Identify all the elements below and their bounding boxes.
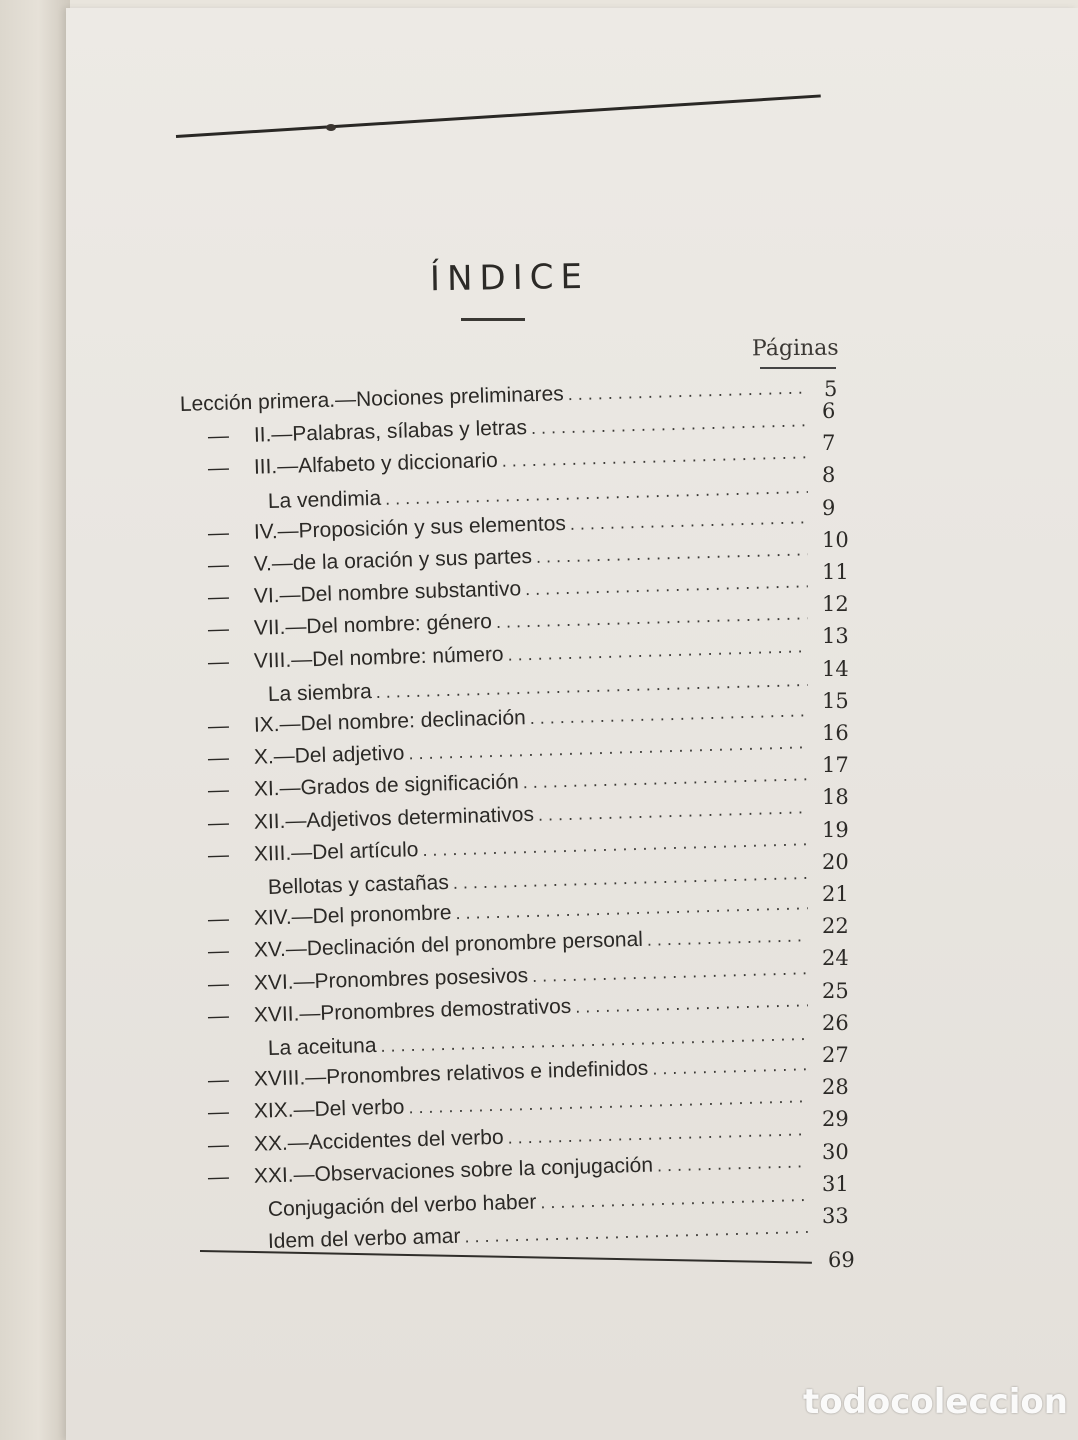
toc-entry-dash: — [207,617,230,642]
toc-entry-dash: — [207,650,230,674]
toc-dot-leader [570,507,808,535]
toc-entry-label: II.—Palabras, sílabas y letras [253,416,528,447]
toc-entry-label: Bellotas y castañas [267,870,450,899]
toc-entry-label: X.—Del adjetivo [253,741,405,769]
toc-page-number: 10 [822,527,849,552]
toc-entry-dash: — [207,1068,230,1093]
toc-entry-dash: — [207,972,230,996]
toc-entry-label: XIX.—Del verbo [253,1095,405,1124]
toc-page-number: 21 [822,882,849,906]
toc-dot-leader [575,990,808,1017]
toc-page-number: 20 [822,849,849,874]
toc-entry-label: IV.—Proposición y sus elementos [253,511,567,544]
toc-entry-label: La aceituna [267,1033,377,1060]
toc-page-number: 14 [822,656,849,681]
toc-dot-leader [525,571,808,600]
toc-entry-dash: — [207,521,230,545]
toc-entry-label: III.—Alfabeto y diccionario [253,449,499,480]
toc-page-number: 9 [822,495,836,520]
toc-entry-dash: — [207,553,230,577]
toc-entry-label: La vendimia [267,486,382,513]
toc-dot-leader [501,443,808,473]
toc-entry-dash: — [207,1133,230,1157]
toc-page-number: 18 [822,785,849,810]
toc-entry-label: XVII.—Pronombres demostrativos [253,994,572,1027]
first-page-number: 5 [824,377,838,401]
toc-entry-label: XIV.—Del pronombre [253,901,452,930]
toc-page-number: 24 [822,946,849,971]
toc-entry-label: VI.—Del nombre substantivo [253,577,522,608]
toc-entry-dash: — [207,778,230,803]
toc-entry-label: VIII.—Del nombre: número [253,642,504,673]
toc-dot-leader [529,700,808,729]
toc-page-number: 33 [822,1204,849,1228]
toc-dot-leader [496,604,808,634]
toc-page-number: 22 [822,914,849,939]
toc-entry-dash: — [207,1165,230,1189]
toc-entry-label: Idem del verbo amar [267,1224,461,1254]
toc-page-number: 25 [822,978,849,1003]
toc-entry-label: XII.—Adjetivos determinativos [253,802,535,834]
toc-entry-dash: — [207,907,230,932]
toc-entry-dash: — [207,585,230,610]
paginas-underline [760,367,836,369]
toc-entry-dash: — [207,456,230,481]
toc-dot-leader [522,765,808,794]
toc-dot-leader [567,377,807,405]
toc-entry-dash: — [207,1100,230,1125]
toc-entry-label: V.—de la oración y sus partes [253,544,533,576]
toc-page-number: 15 [822,688,849,713]
toc-page-number: 8 [822,463,836,488]
toc-entry-dash: — [207,939,230,964]
toc-entry-label: IX.—Del nombre: declinación [253,706,527,737]
toc-page-number: 26 [822,1010,849,1035]
toc-dot-leader [652,1054,808,1079]
toc-entry-dash: — [207,714,230,738]
toc-entry-dash: — [207,1004,230,1028]
title-underline [461,318,525,321]
toc-dot-leader [647,926,808,951]
toc-page-number: 30 [822,1139,849,1164]
toc-dot-leader [536,539,808,568]
page-title: ÍNDICE [429,256,590,300]
toc-page-number: 27 [822,1043,849,1067]
toc-page-number: 31 [822,1171,849,1196]
facing-page-edge [0,0,70,1440]
toc-page-number: 19 [822,817,849,842]
ink-spot [326,124,336,131]
toc-entry-label: XXI.—Observaciones sobre la conjugación [253,1153,654,1188]
toc-dot-leader [538,797,808,826]
toc-entry-label: XV.—Declinación del pronombre personal [253,928,644,963]
watermark-logo: todocoleccion [802,1382,1068,1422]
folio-number: 69 [828,1248,855,1272]
toc-page-number: 29 [822,1107,849,1132]
toc-entry-dash: — [207,746,230,771]
toc-entry-label: XIII.—Del artículo [253,837,419,866]
toc-page-number: 6 [822,399,836,423]
paginas-heading: Páginas [751,335,839,362]
toc-page-number: 28 [822,1075,849,1100]
toc-entry-dash: — [207,811,230,835]
toc-page-number: 12 [822,592,849,617]
toc-entry-label: VII.—Del nombre: género [253,610,493,641]
toc-entry-label: XVI.—Pronombres posesivos [253,963,529,995]
toc-entry-dash: — [207,424,230,449]
toc-page-number: 7 [822,431,836,456]
toc-page-number: 17 [822,753,849,778]
toc-dot-leader [531,410,808,439]
toc-dot-leader [532,958,808,987]
toc-page-number: 11 [822,560,849,584]
toc-entry-label: XVIII.—Pronombres relativos e indefinidos [253,1056,649,1091]
toc-entry-label: XI.—Grados de significación [253,770,520,802]
toc-page-number: 13 [822,624,849,649]
toc-page-number: 16 [822,721,849,745]
toc-entry-label: Conjugación del verbo haber [267,1190,537,1221]
toc-entry-label: XX.—Accidentes del verbo [253,1125,504,1156]
toc-dot-leader [540,1185,808,1213]
toc-entry-label: Lección primera.—Nociones preliminares [179,382,565,416]
toc-dot-leader [657,1151,808,1176]
toc-entry-label: La siembra [267,679,373,706]
toc-entry-dash: — [207,843,230,867]
